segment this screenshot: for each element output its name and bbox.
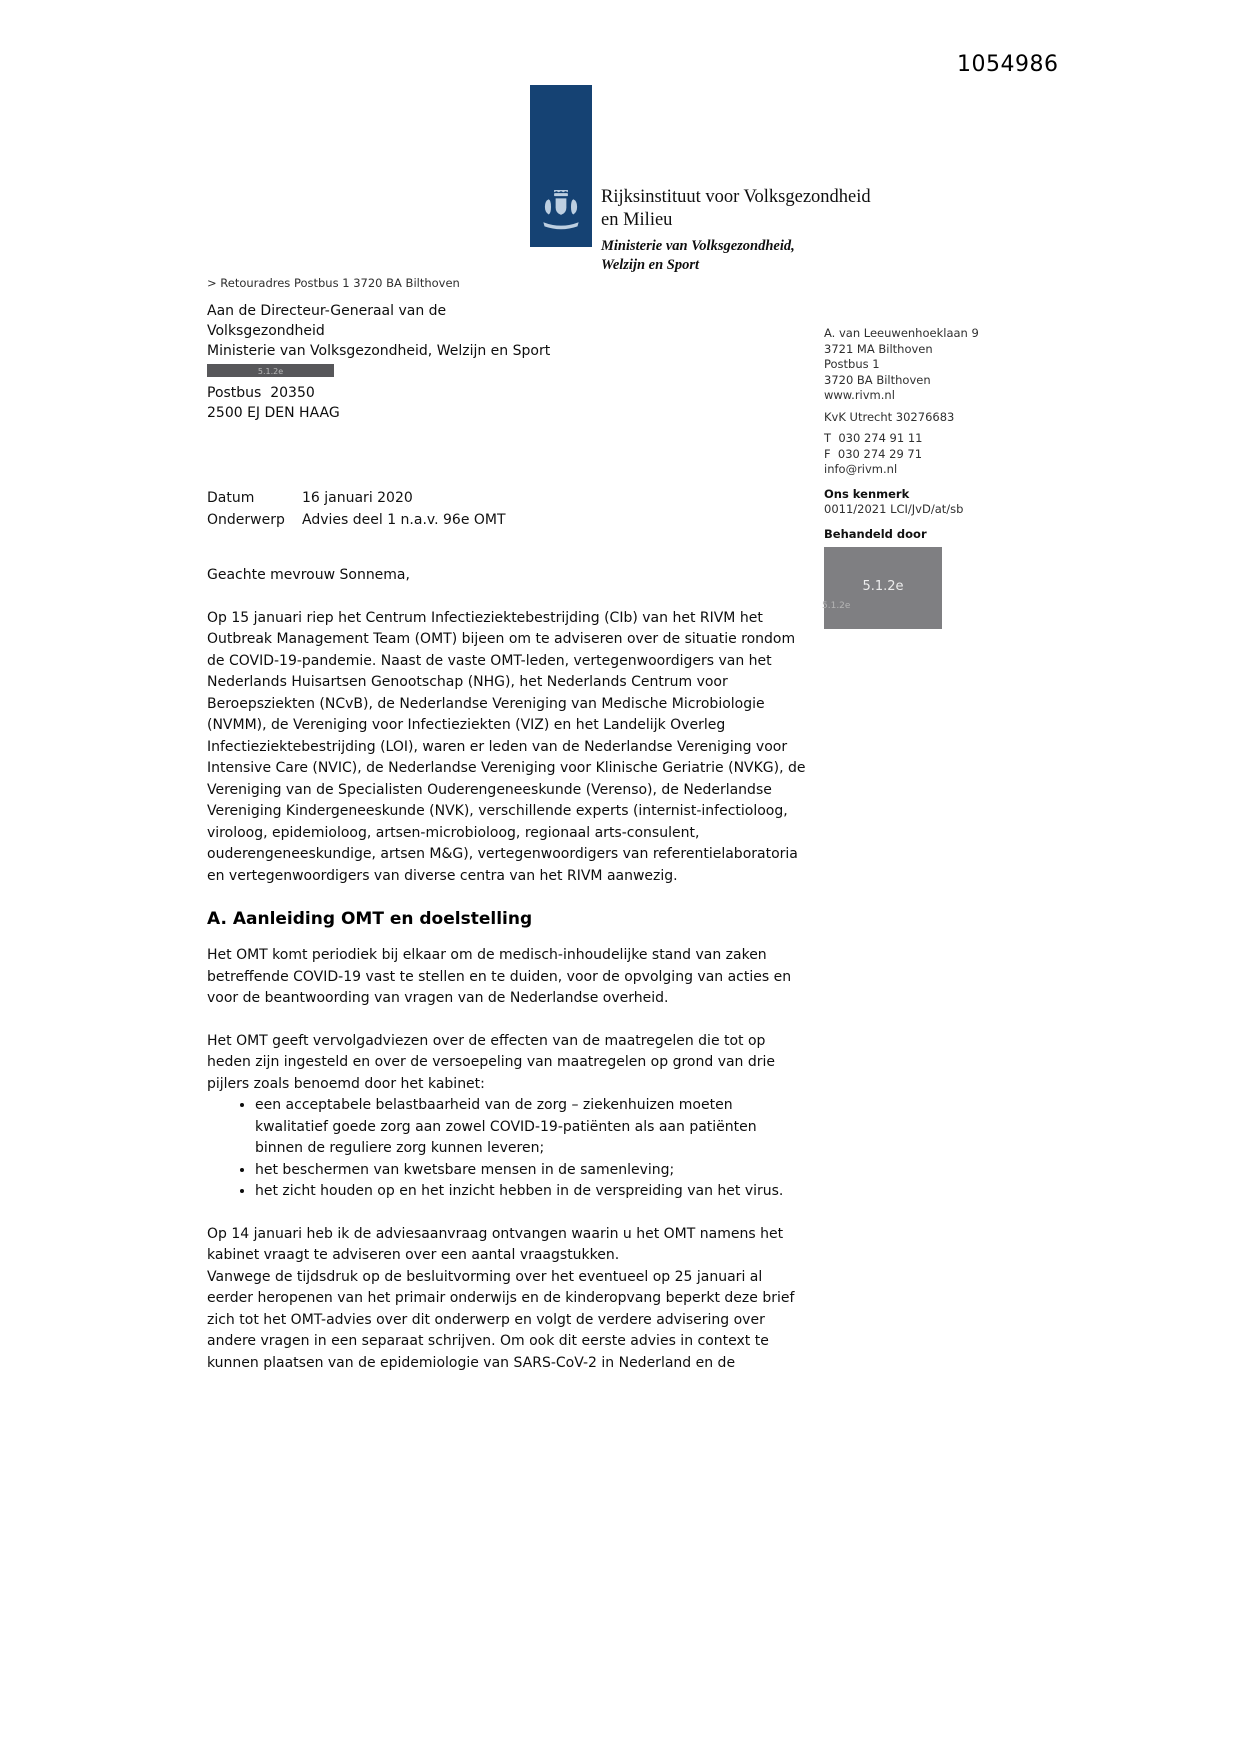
recipient-line: Ministerie van Volksgezondheid, Welzijn en Sport	[207, 343, 551, 359]
sidebar-email: info@rivm.nl	[824, 462, 898, 476]
list-item-text: een acceptabele belastbaarheid van de zorg – ziekenhuizen moeten kwalitatief goede zorg aan zowel COVID-19-patiënten als aan patiënten binnen de reguliere zorg kunnen leveren;	[255, 1097, 757, 1156]
coat-of-arms-icon	[538, 185, 584, 241]
redaction-box-sublabel: 5.1.2e	[822, 601, 851, 611]
sidebar-address-line: 3721 MA Bilthoven	[824, 341, 933, 356]
list-item	[255, 1160, 807, 1182]
org-name-line1: Rijksinstituut voor Volksgezondheid	[601, 187, 871, 207]
section-heading-a: A. Aanleiding OMT en doelstelling	[207, 909, 533, 929]
list-item-text: het beschermen van kwetsbare mensen in de samenleving;	[255, 1161, 675, 1178]
salutation: Geachte mevrouw Sonnema,	[207, 567, 410, 583]
sidebar-address-line: A. van Leeuwenhoeklaan 9	[824, 326, 979, 340]
redaction-box-label: 5.1.2e	[862, 579, 904, 594]
sidebar-address-line: Postbus 1	[824, 357, 880, 371]
sidebar-phone: T 030 274 91 11	[824, 431, 923, 445]
onderwerp-label: Onderwerp	[207, 512, 285, 528]
datum-label: Datum	[207, 490, 255, 506]
letter-meta-block	[207, 487, 506, 531]
paragraph-tijdsdruk: Vanwege de tijdsdruk op de besluitvorming over het eventueel op 25 januari al eerder heropenen van het primair onderwijs en de kinderopvang beperkt deze brief zich tot het OMT-advies over dit onderwerp en volgt de verdere advisering over andere vragen in een separaat schrijven. Om ook dit eerste advies in context te kunnen plaatsen van de epidemiologie van SARS-CoV-2 in Nederland en de	[207, 1268, 795, 1371]
paragraph-advies-aanvraag: Op 14 januari heb ik de adviesaanvraag ontvangen waarin u het OMT namens het kabinet vraagt te adviseren over een aantal vraagstukken.	[207, 1225, 784, 1263]
letter-body	[207, 565, 807, 1395]
recipient-address-block	[207, 301, 550, 423]
return-address-line: > Retouradres Postbus 1 3720 BA Bilthoven	[207, 276, 460, 290]
list-item	[255, 1095, 807, 1160]
ministry-line1: Ministerie van Volksgezondheid,	[601, 238, 795, 254]
kenmerk-label: Ons kenmerk	[824, 486, 910, 501]
paragraph-three-pillars-intro: Het OMT geeft vervolgadviezen over de effecten van de maatregelen die tot op heden zijn ingesteld en over de versoepeling van maatregelen op grond van drie pijlers zoals benoemd door het kabinet:	[207, 1032, 776, 1092]
onderwerp-value: Advies deel 1 n.a.v. 96e OMT	[302, 512, 506, 528]
behandeld-door-redaction-box	[824, 547, 942, 629]
paragraph-omt-periodic: Het OMT komt periodiek bij elkaar om de medisch-inhoudelijke stand van zaken betreffende COVID-19 vast te stellen en te duiden, voor de opvolging van acties en voor de beantwoording van vragen van de Nederlandse overheid.	[207, 947, 792, 1006]
redaction-bar	[207, 364, 334, 377]
pillars-list	[207, 1095, 807, 1203]
sidebar-kvk: KvK Utrecht 30276683	[824, 409, 955, 424]
list-item-text: het zicht houden op en het inzicht hebben in de verspreiding van het virus.	[255, 1183, 784, 1199]
sidebar-fax: F 030 274 29 71	[824, 446, 923, 461]
ministry-line2: Welzijn en Sport	[601, 256, 700, 273]
contact-sidebar	[824, 326, 984, 629]
list-item	[255, 1181, 807, 1203]
doc-number: 1054986	[957, 52, 1059, 77]
kenmerk-value: 0011/2021 LCI/JvD/at/sb	[824, 502, 964, 516]
logo-text-block	[601, 186, 871, 274]
sidebar-address-line: 3720 BA Bilthoven	[824, 372, 931, 387]
sidebar-website: www.rivm.nl	[824, 388, 895, 402]
paragraph-omt-convened: Op 15 januari riep het Centrum Infectieziektebestrijding (CIb) van het RIVM het Outbreak Management Team (OMT) bijeen om te adviseren over de situatie rondom de COVID-19-pandemie. Naast de vaste OMT-leden, vertegenwoordigers van het Nederlands Huisartsen Genootschap (NHG), het Nederlands Centrum voor Beroepsziekten (NCvB), de Nederlandse Vereniging van Medische Microbiologie (NVMM), de Vereniging voor Infectieziekten (VIZ) en het Landelijk Overleg Infectieziektebestrijding (LOI), waren er leden van de Nederlandse Vereniging voor Intensive Care (NVIC), de Nederlandse Vereniging voor Klinische Geriatrie (NVKG), de Vereniging van de Specialisten Ouderengeneeskunde (Verenso), de Nederlandse Vereniging Kindergeneeskunde (NVK), verschillende experts (internist-infectioloog, viroloog, epidemioloog, artsen-microbioloog, regionaal arts-consulent, ouderengeneeskundige, artsen M&G), vertegenwoordigers van referentielaboratoria en vertegenwoordigers van diverse centra van het RIVM aanwezig.	[207, 609, 806, 884]
recipient-city: 2500 EJ DEN HAAG	[207, 405, 340, 421]
meta-row-datum	[207, 487, 506, 509]
rijksoverheid-logo-ribbon	[530, 85, 592, 247]
meta-row-onderwerp	[207, 509, 506, 531]
recipient-line: Aan de Directeur-Generaal van de	[207, 303, 447, 319]
behandeld-door-label: Behandeld door	[824, 526, 927, 541]
recipient-line: Volksgezondheid	[207, 323, 325, 339]
datum-value: 16 januari 2020	[302, 490, 413, 506]
recipient-postbus: Postbus 20350	[207, 385, 315, 401]
redaction-bar-label: 5.1.2e	[257, 367, 284, 376]
org-name-line2: en Milieu	[601, 210, 673, 230]
